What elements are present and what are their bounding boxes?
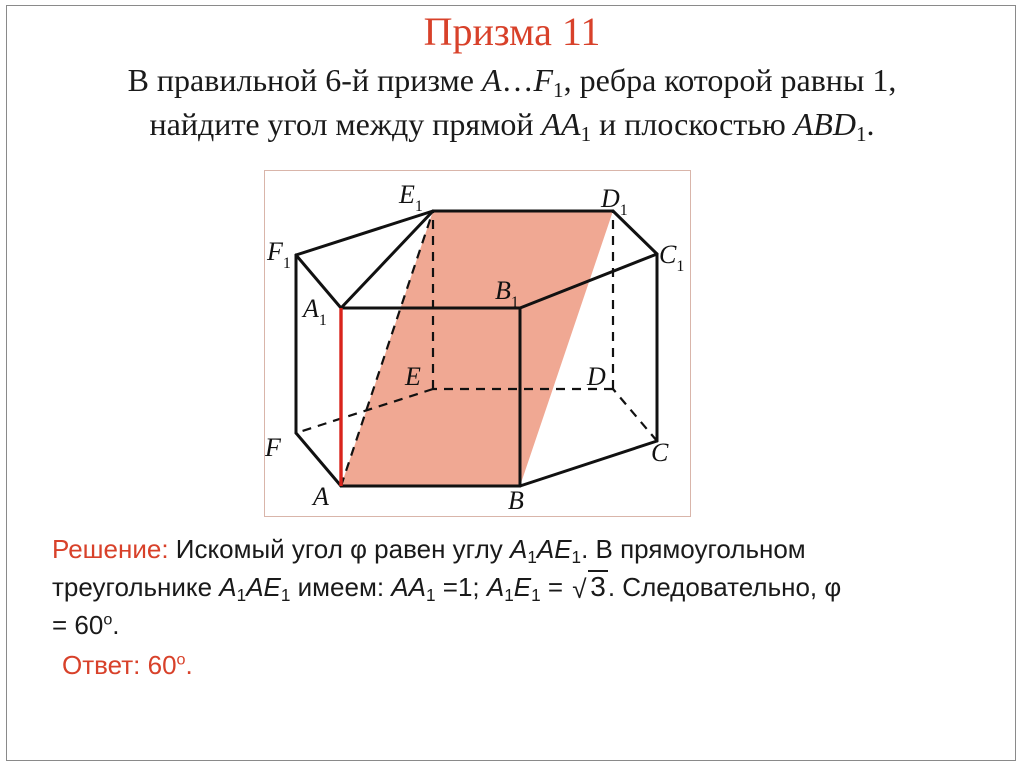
answer-value: 60 xyxy=(140,650,177,680)
math-symbol: AE xyxy=(536,534,572,564)
problem-statement xyxy=(20,58,1004,146)
solution-text: имеем: xyxy=(290,572,392,602)
prism-diagram xyxy=(265,171,692,518)
sqrt-expression xyxy=(572,568,608,606)
problem-line-1 xyxy=(20,58,1004,102)
ellipsis: … xyxy=(501,62,534,98)
solution-text: = 60 xyxy=(52,610,104,640)
math-subscript: 1 xyxy=(571,546,582,567)
problem-text: . xyxy=(866,106,875,142)
solution-text: . xyxy=(112,610,120,640)
problem-line-2 xyxy=(20,102,1004,146)
solution-text: = xyxy=(540,572,571,602)
answer-line xyxy=(62,650,193,681)
sqrt-symbol: √ xyxy=(572,574,587,604)
vertex-label-b1: $B_1$ xyxy=(495,276,519,311)
section-plane-abd1 xyxy=(341,211,613,486)
solution-text: =1; xyxy=(435,572,487,602)
math-subscript: 1 xyxy=(425,584,436,605)
solution-text: треугольнике xyxy=(52,572,220,602)
math-subscript: 1 xyxy=(580,121,592,146)
math-symbol: E xyxy=(513,572,532,602)
problem-text: , ребра которой равны 1, xyxy=(563,62,897,98)
math-subscript: 1 xyxy=(527,546,537,567)
math-subscript: 1 xyxy=(504,584,514,605)
math-symbol: AE xyxy=(246,572,281,602)
degree-mark: o xyxy=(103,610,113,629)
vertex-label-a1: $A_1$ xyxy=(303,294,327,329)
math-symbol: F xyxy=(533,62,554,98)
vertex-label-d: D xyxy=(587,362,606,391)
answer-end: . xyxy=(185,650,193,680)
problem-text: найдите угол между прямой xyxy=(149,106,542,142)
solution-text: Искомый угол φ равен углу xyxy=(168,534,510,564)
vertex-label-d1: $D_1$ xyxy=(601,184,628,219)
slide-title: Призма 11 xyxy=(423,9,601,54)
math-subscript: 1 xyxy=(553,77,564,102)
vertex-label-b: B xyxy=(508,486,524,515)
degree-mark: o xyxy=(176,650,186,669)
vertex-label-e: E xyxy=(405,362,421,391)
edge-C-D-hidden xyxy=(613,389,657,441)
sqrt-radicand: 3 xyxy=(590,571,606,602)
math-symbol: A xyxy=(219,572,237,602)
answer-label: Ответ: xyxy=(62,650,141,680)
edge-A-F xyxy=(296,433,341,486)
solution-block xyxy=(52,530,1012,644)
math-symbol: ABD xyxy=(793,106,856,142)
math-subscript: 1 xyxy=(236,584,247,605)
math-symbol: AA xyxy=(541,106,581,142)
vertex-label-f1: $F_1$ xyxy=(267,237,291,272)
solution-line-1 xyxy=(52,530,1012,568)
vertex-label-e1: $E_1$ xyxy=(399,180,423,215)
problem-text: В правильной 6-й призме xyxy=(127,62,482,98)
math-symbol: A xyxy=(486,572,505,602)
problem-text: и плоскостью xyxy=(591,106,794,142)
solution-text: . В прямоугольном xyxy=(581,534,806,564)
vertex-label-c: C xyxy=(651,438,669,467)
figure-frame xyxy=(264,170,691,517)
math-subscript: 1 xyxy=(280,584,291,605)
solution-line-3 xyxy=(52,606,1012,644)
vertex-label-f: F xyxy=(265,433,281,462)
vertex-label-c1: $C_1$ xyxy=(659,240,685,275)
math-symbol: A xyxy=(509,534,528,564)
vertex-label-a: A xyxy=(313,482,329,511)
solution-label: Решение: xyxy=(52,534,169,564)
math-symbol: A xyxy=(481,62,502,98)
solution-line-2 xyxy=(52,568,1012,606)
math-subscript: 1 xyxy=(531,584,541,605)
edge-B-C xyxy=(520,441,657,486)
math-symbol: AA xyxy=(391,572,426,602)
math-subscript: 1 xyxy=(855,121,867,146)
solution-text: . Следовательно, φ xyxy=(607,572,842,602)
